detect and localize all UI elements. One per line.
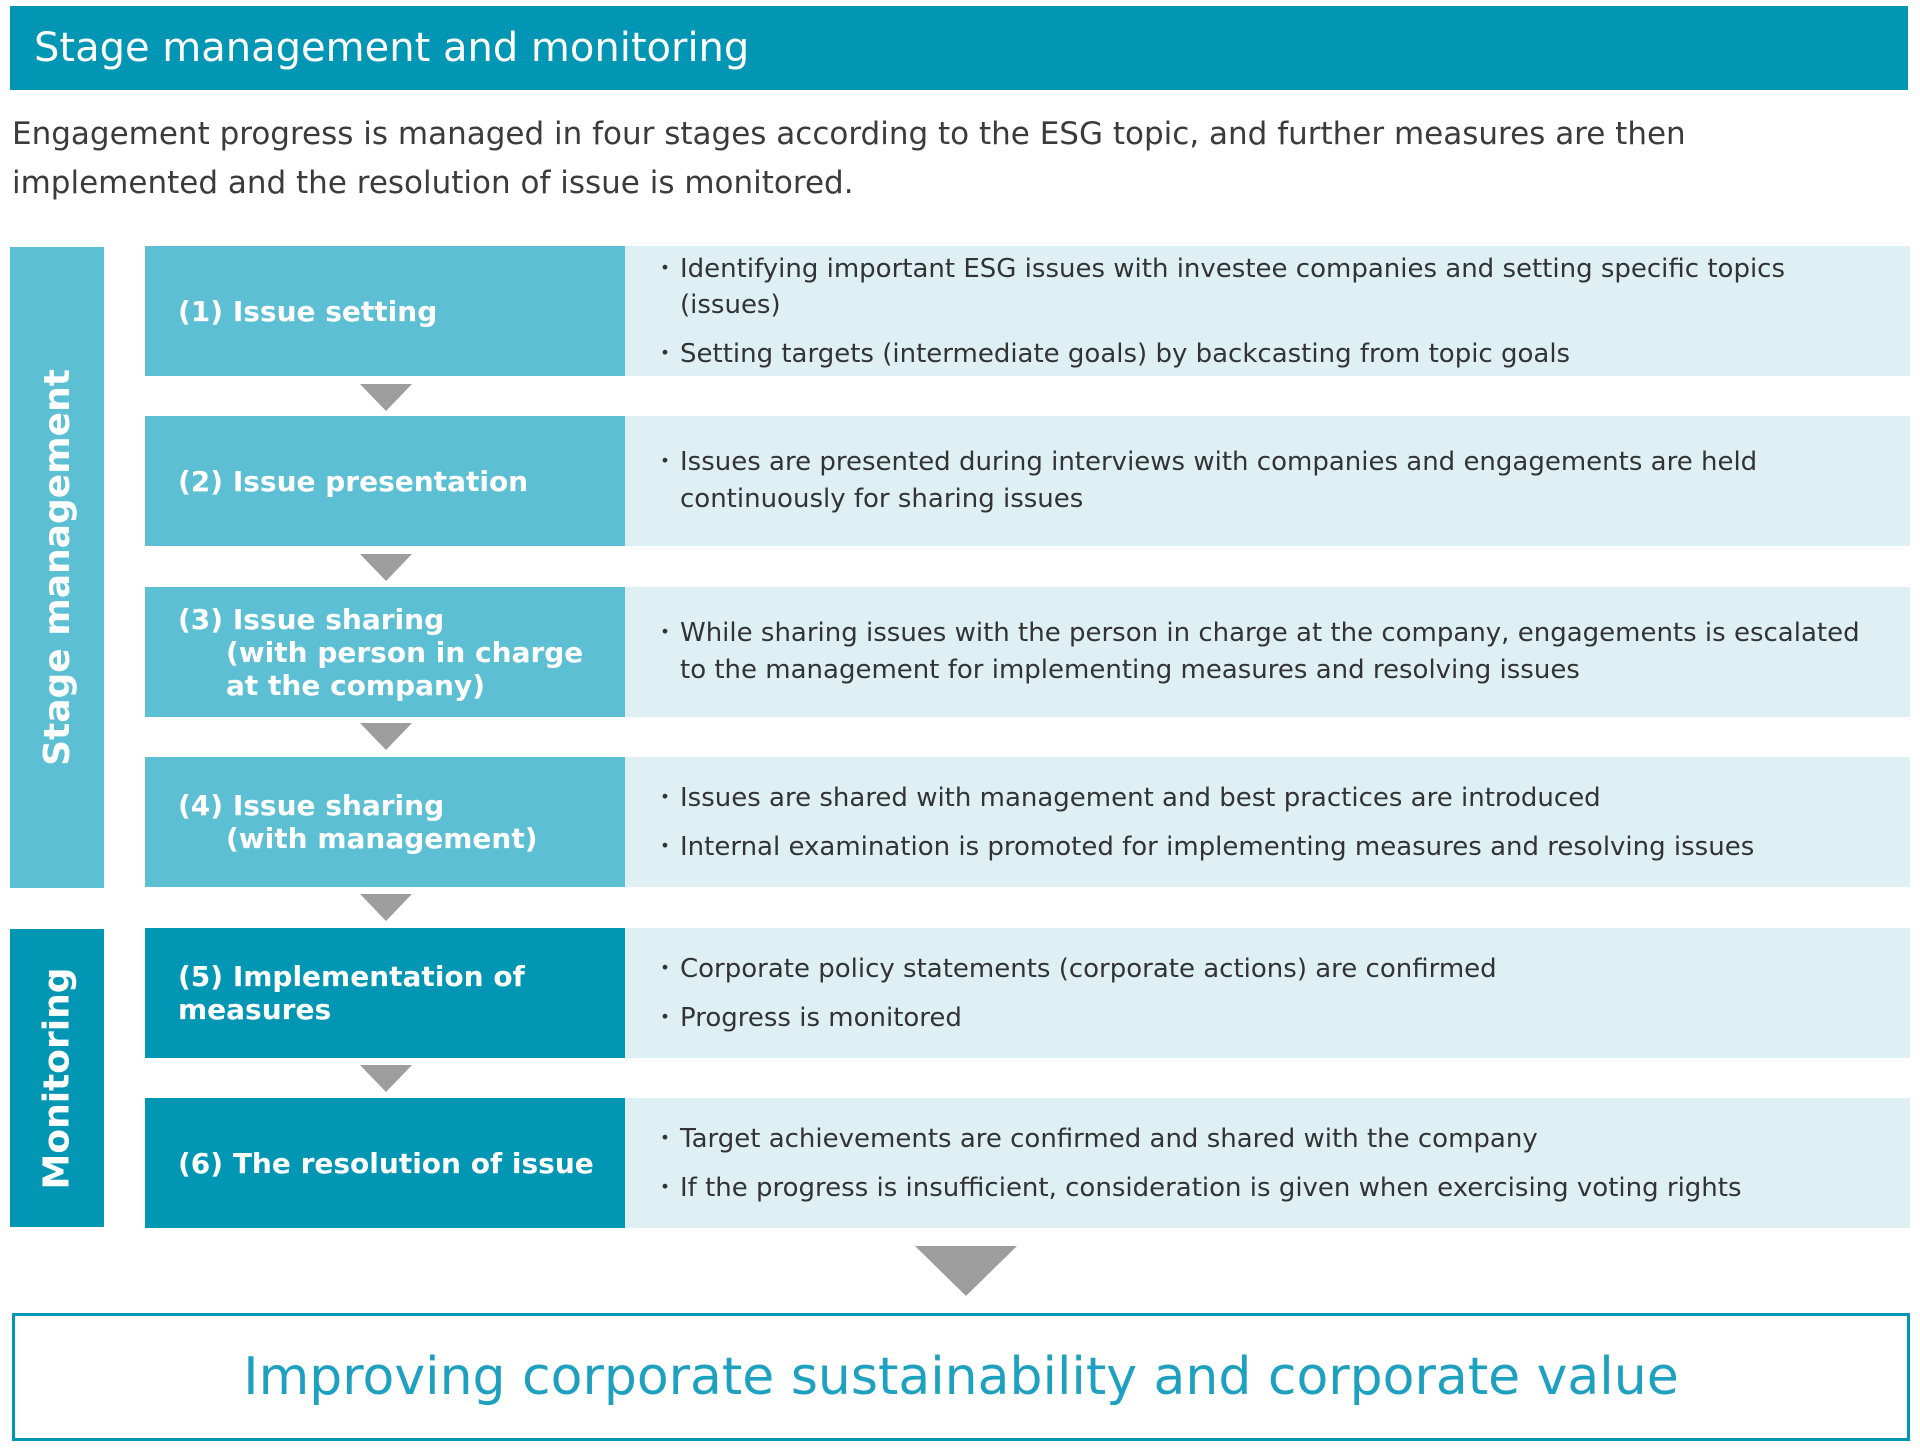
stage-4-bullet-2: ・ Internal examination is promoted for implementing measures and resolving issues xyxy=(660,829,1880,865)
stage-4-bullet-1: ・ Issues are shared with management and best practices are introduced xyxy=(660,780,1880,816)
stage-6-details xyxy=(625,1098,1910,1228)
stage-1-bullet-1: ・ Identifying important ESG issues with investee companies and setting specific topics (issues) xyxy=(660,251,1880,323)
stage-3-title xyxy=(145,587,625,717)
stage-6-bullet-1: ・ Target achievements are confirmed and shared with the company xyxy=(660,1121,1880,1157)
stage-5-bullet-1: ・ Corporate policy statements (corporate actions) are confirmed xyxy=(660,951,1880,987)
stage-5-title-text: (5) Implementation of measures xyxy=(178,960,525,1026)
stage-2-title xyxy=(145,416,625,546)
stage-3-title-cont-2: at the company) xyxy=(226,668,486,702)
flow-arrow-1 xyxy=(360,384,412,411)
stage-4-details xyxy=(625,757,1910,887)
stage-5-title xyxy=(145,928,625,1058)
flow-arrow-2 xyxy=(360,554,412,581)
stage-2-bullet-1: ・ Issues are presented during interviews with companies and engagements are held continuously for sharing issues xyxy=(660,444,1880,518)
stage-1-title xyxy=(145,246,625,376)
flow-arrow-3 xyxy=(360,723,412,750)
result-arrow xyxy=(915,1246,1017,1296)
stage-management-label xyxy=(10,247,104,888)
stage-3-title-cont-1: (with person in charge xyxy=(226,635,584,669)
stage-4-title-text: (4) Issue sharing xyxy=(178,789,445,822)
stage-2-title-text: (2) Issue presentation xyxy=(178,464,529,498)
stage-1-bullet-2: ・ Setting targets (intermediate goals) by backcasting from topic goals xyxy=(660,336,1880,372)
section-title: Stage management and monitoring xyxy=(10,6,1908,90)
stage-management-label-text: Stage management xyxy=(36,369,78,766)
stage-6-title xyxy=(145,1098,625,1228)
stage-3-title-text: (3) Issue sharing xyxy=(178,602,445,636)
result-text: Improving corporate sustainability and corporate value xyxy=(243,1347,1679,1407)
stage-3-details xyxy=(625,587,1910,717)
stage-1-details xyxy=(625,246,1910,376)
stage-4-title-cont-1: (with management) xyxy=(226,822,538,855)
stage-1-title-text: (1) Issue setting xyxy=(178,294,438,328)
flow-arrow-5 xyxy=(360,1065,412,1092)
intro-text: Engagement progress is managed in four stages according to the ESG topic, and further measures are then implemented and the resolution of issue is monitored. xyxy=(12,116,1686,201)
stage-2-details xyxy=(625,416,1910,546)
stage-6-bullet-2: ・ If the progress is insufficient, consideration is given when exercising voting rights xyxy=(660,1170,1880,1206)
stage-5-details xyxy=(625,928,1910,1058)
monitoring-label-text: Monitoring xyxy=(36,967,78,1189)
stage-6-title-text: (6) The resolution of issue xyxy=(178,1146,594,1180)
result-box xyxy=(12,1313,1910,1441)
stage-5-bullet-2: ・ Progress is monitored xyxy=(660,1000,1880,1036)
stage-4-title xyxy=(145,757,625,887)
monitoring-label xyxy=(10,929,104,1227)
flow-arrow-4 xyxy=(360,894,412,921)
stage-3-bullet-1: ・ While sharing issues with the person in charge at the company, engagements is escalated to the management for implementing measures and resolving issues xyxy=(660,615,1880,689)
